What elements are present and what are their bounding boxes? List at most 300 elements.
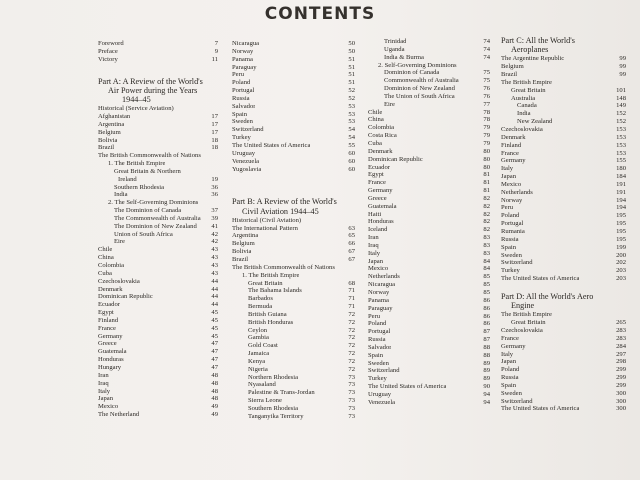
toc-entry xyxy=(232,248,355,256)
toc-entry-page: 42 xyxy=(211,238,218,246)
toc-entry xyxy=(232,40,355,48)
toc-entry xyxy=(98,137,218,145)
toc-entry-page: 80 xyxy=(483,147,490,155)
toc-entry-page: 17 xyxy=(211,120,218,128)
toc-entry-page: 54 xyxy=(348,126,355,134)
toc-entry xyxy=(501,335,626,343)
toc-entry-page: 153 xyxy=(616,149,626,157)
toc-entry-page: 73 xyxy=(348,389,355,397)
toc-entry-title: Italy xyxy=(501,350,514,358)
toc-entry-page: 43 xyxy=(211,246,218,254)
toc-entry-page: 191 xyxy=(616,188,626,196)
toc-entry-page: 72 xyxy=(348,342,355,350)
toc-entry xyxy=(501,311,626,319)
toc-entry-title: Poland xyxy=(501,212,520,220)
toc-entry-title: Switzerland xyxy=(368,367,400,375)
toc-entry-page: 72 xyxy=(348,318,355,326)
toc-entry xyxy=(368,69,490,77)
toc-entry-title: Spain xyxy=(232,110,248,118)
toc-entry-title: Foreword xyxy=(98,40,124,47)
toc-entry-page: 86 xyxy=(483,296,490,304)
toc-entry xyxy=(501,134,626,142)
toc-entry xyxy=(501,252,626,260)
toc-entry-page: 298 xyxy=(616,358,626,366)
toc-entry-title: Sweden xyxy=(501,389,522,397)
toc-entry xyxy=(98,325,218,333)
toc-entry xyxy=(501,220,626,228)
toc-entry-page: 50 xyxy=(348,40,355,47)
toc-entry-page: 99 xyxy=(619,71,626,79)
contents-column-3 xyxy=(368,38,490,407)
toc-entry-title: Turkey xyxy=(501,267,520,275)
toc-entry xyxy=(98,262,218,270)
toc-entry-page: 37 xyxy=(211,207,218,215)
toc-entry-page: 153 xyxy=(616,133,626,141)
toc-entry xyxy=(368,77,490,85)
toc-entry-title: Italy xyxy=(98,387,111,395)
toc-entry-title: Mexico xyxy=(368,265,389,273)
toc-entry xyxy=(98,395,218,403)
toc-entry xyxy=(98,168,218,176)
toc-entry-title: The International Pattern xyxy=(232,224,298,232)
toc-entry-title: Iran xyxy=(98,371,109,379)
toc-entry-page: 184 xyxy=(616,173,626,181)
toc-entry-title: Chile xyxy=(368,108,383,116)
toc-entry-title: Japan xyxy=(501,173,517,181)
toc-entry xyxy=(501,259,626,267)
toc-entry xyxy=(98,356,218,364)
toc-entry xyxy=(501,118,626,126)
toc-entry-page: 82 xyxy=(483,218,490,226)
toc-entry-page: 299 xyxy=(616,381,626,389)
toc-entry-title: British Guiana xyxy=(248,310,287,318)
toc-entry-page: 84 xyxy=(483,257,490,265)
toc-entry-title: Hungary xyxy=(98,363,122,371)
toc-entry-title: Victory xyxy=(98,55,118,63)
toc-entry xyxy=(232,264,355,272)
toc-entry-page: 284 xyxy=(616,342,626,350)
toc-entry-title: France xyxy=(98,324,116,332)
toc-entry-page xyxy=(623,311,626,319)
toc-entry-page: 36 xyxy=(211,191,218,199)
part-b-heading-line: Part B: A Review of the World's xyxy=(232,197,337,207)
toc-entry-title: Tanganyika Territory xyxy=(248,412,304,420)
part-c-heading xyxy=(501,36,626,54)
toc-entry-page: 60 xyxy=(348,157,355,165)
toc-entry-page: 76 xyxy=(483,85,490,93)
toc-entry-title: Brazil xyxy=(98,144,115,152)
toc-entry-title: Portugal xyxy=(368,328,391,336)
toc-entry xyxy=(232,280,355,288)
toc-entry-page: 73 xyxy=(348,397,355,405)
toc-entry xyxy=(368,195,490,203)
toc-entry-title: Uruguay xyxy=(368,390,392,398)
toc-entry-page: 72 xyxy=(348,326,355,334)
toc-entry-title: Uruguay xyxy=(232,149,256,157)
toc-entry-title: Denmark xyxy=(501,133,526,141)
toc-entry xyxy=(232,272,355,280)
toc-entry-page: 79 xyxy=(483,139,490,147)
toc-entry-title: Panama xyxy=(232,55,253,63)
toc-entry-title: Great Britain xyxy=(511,86,546,94)
toc-entry-page: 48 xyxy=(211,387,218,395)
toc-entry xyxy=(98,223,218,231)
toc-entry-page: 47 xyxy=(211,356,218,364)
toc-entry-page: 63 xyxy=(348,224,355,232)
toc-entry xyxy=(232,126,355,134)
toc-entry-title: Great Britain & Northern xyxy=(114,167,181,175)
toc-entry xyxy=(232,71,355,79)
toc-entry-title: Bermuda xyxy=(248,303,273,311)
toc-entry xyxy=(501,165,626,173)
toc-entry-title: Yugoslavia xyxy=(232,165,262,173)
toc-entry-title: Bolivia xyxy=(232,248,252,256)
toc-entry-page: 53 xyxy=(348,118,355,126)
toc-entry-page: 73 xyxy=(348,412,355,420)
toc-entry-page: 152 xyxy=(616,118,626,126)
toc-entry-title: Nigeria xyxy=(248,365,268,373)
toc-entry xyxy=(232,56,355,64)
toc-entry-page: 283 xyxy=(616,334,626,342)
toc-entry-title: Greece xyxy=(368,194,387,202)
toc-entry-title: India xyxy=(517,110,531,118)
toc-entry-page: 155 xyxy=(616,157,626,165)
toc-entry-title: Paraguay xyxy=(368,304,393,312)
toc-entry-title: Canada xyxy=(517,102,537,110)
toc-entry xyxy=(98,301,218,309)
toc-entry-page: 87 xyxy=(483,336,490,344)
toc-entry xyxy=(98,160,218,168)
toc-entry-page: 47 xyxy=(211,363,218,371)
toc-entry-page: 195 xyxy=(616,235,626,243)
toc-entry-page: 72 xyxy=(348,350,355,358)
toc-entry-title: China xyxy=(368,116,384,124)
toc-entry-title: Egypt xyxy=(368,171,384,179)
toc-entry-title: Argentina xyxy=(232,232,259,240)
toc-entry xyxy=(232,389,355,397)
toc-entry xyxy=(368,281,490,289)
toc-entry-title: Spain xyxy=(368,351,384,359)
toc-entry-page xyxy=(215,152,218,160)
toc-entry-page: 84 xyxy=(483,265,490,273)
toc-entry xyxy=(501,150,626,158)
toc-entry xyxy=(232,48,355,56)
toc-entry-page: 88 xyxy=(483,343,490,351)
toc-entry-title: Denmark xyxy=(368,147,393,155)
toc-entry-page: 50 xyxy=(348,47,355,55)
toc-entry xyxy=(98,129,218,137)
toc-entry xyxy=(232,334,355,342)
toc-entry xyxy=(368,297,490,305)
toc-entry-page: 89 xyxy=(483,367,490,375)
toc-entry xyxy=(98,152,218,160)
toc-entry-title: Colombia xyxy=(368,124,395,132)
part-a-heading-line: Part A: A Review of the World's xyxy=(98,76,203,86)
toc-entry-title: Costa Rica xyxy=(368,132,397,140)
toc-entry-page: 79 xyxy=(483,124,490,132)
toc-entry xyxy=(368,187,490,195)
toc-entry-title: Norway xyxy=(501,196,523,204)
toc-entry xyxy=(368,132,490,140)
toc-entry-page: 51 xyxy=(348,79,355,87)
toc-entry xyxy=(98,286,218,294)
toc-entry-title: The Bahama Islands xyxy=(248,287,302,295)
toc-entry-page: 99 xyxy=(619,63,626,71)
part-d-heading-line: Part D: All the World's Aero xyxy=(501,291,594,301)
toc-entry-title: Belgium xyxy=(501,63,524,71)
toc-entry xyxy=(232,87,355,95)
toc-entry-page: 7 xyxy=(214,40,218,47)
toc-entry-title: Germany xyxy=(98,332,123,340)
part-d-heading xyxy=(501,292,626,310)
toc-entry-page xyxy=(352,264,355,272)
toc-entry-page: 202 xyxy=(616,259,626,267)
toc-entry xyxy=(368,148,490,156)
toc-entry-page: 11 xyxy=(211,55,218,63)
toc-entry xyxy=(98,254,218,262)
toc-entry xyxy=(232,287,355,295)
toc-entry-title: Italy xyxy=(501,165,514,173)
toc-entry-page: 74 xyxy=(483,53,490,61)
toc-entry xyxy=(232,397,355,405)
toc-entry-page: 51 xyxy=(348,63,355,71)
toc-entry-page: 17 xyxy=(211,128,218,136)
toc-entry-title: Venezuela xyxy=(368,398,396,406)
toc-entry xyxy=(98,293,218,301)
toc-entry xyxy=(501,157,626,165)
toc-entry xyxy=(232,405,355,413)
toc-entry-page: 86 xyxy=(483,312,490,320)
toc-entry-page: 41 xyxy=(211,222,218,230)
toc-entry-page: 87 xyxy=(483,328,490,336)
toc-entry xyxy=(368,226,490,234)
toc-entry-page: 44 xyxy=(211,277,218,285)
toc-entry-title: Norway xyxy=(368,289,390,296)
toc-entry-title: India xyxy=(114,191,128,199)
toc-entry-title: Ecuador xyxy=(368,163,390,171)
toc-entry-title: Venezuela xyxy=(232,157,260,165)
toc-entry xyxy=(98,278,218,286)
toc-entry xyxy=(98,238,218,246)
toc-entry xyxy=(368,62,490,70)
toc-entry-title: British Honduras xyxy=(248,318,294,326)
toc-entry-page: 49 xyxy=(211,403,218,411)
toc-entry-title: France xyxy=(501,149,519,157)
toc-entry-title: France xyxy=(501,334,519,342)
toc-entry-page: 9 xyxy=(214,47,218,55)
toc-entry-title: Peru xyxy=(232,71,245,79)
toc-entry-page: 44 xyxy=(211,301,218,309)
toc-entry-title: Mexico xyxy=(98,403,119,411)
toc-entry-title: Peru xyxy=(501,204,514,212)
toc-entry-title: Great Britain xyxy=(248,279,283,287)
toc-entry-title: Sweden xyxy=(501,251,522,259)
toc-entry-title: Honduras xyxy=(368,218,394,226)
toc-entry-page: 51 xyxy=(348,71,355,79)
part-a-heading xyxy=(98,77,218,105)
toc-entry-title: Czechoslovakia xyxy=(501,326,543,334)
part-b-heading xyxy=(232,197,355,215)
toc-entry-title: The British Commonwealth of Nations xyxy=(232,263,335,271)
toc-entry-title: Salvador xyxy=(368,343,392,351)
toc-entry xyxy=(232,158,355,166)
toc-entry-page: 52 xyxy=(348,87,355,95)
toc-entry xyxy=(501,351,626,359)
toc-entry xyxy=(368,203,490,211)
toc-entry-title: China xyxy=(98,254,114,262)
toc-entry xyxy=(232,413,355,421)
toc-entry xyxy=(501,79,626,87)
toc-entry-title: Germany xyxy=(368,187,393,195)
toc-entry-title: The British Commonwealth of Nations xyxy=(98,152,201,160)
toc-entry-page: 299 xyxy=(616,366,626,374)
toc-entry xyxy=(368,383,490,391)
toc-entry xyxy=(368,305,490,313)
toc-entry-title: Norway xyxy=(232,47,254,55)
toc-entry-page: 83 xyxy=(483,234,490,242)
toc-entry-title: Nicaragua xyxy=(232,40,260,47)
toc-entry-page: 99 xyxy=(619,55,626,63)
toc-entry xyxy=(501,110,626,118)
toc-entry-title: Eire xyxy=(114,238,125,246)
toc-entry-title: Netherlands xyxy=(501,188,533,196)
toc-entry-page: 45 xyxy=(211,309,218,317)
toc-entry-title: India & Burma xyxy=(384,53,424,61)
toc-entry-page: 48 xyxy=(211,371,218,379)
toc-entry-title: Belgium xyxy=(232,240,255,248)
toc-entry-title: Afghanistan xyxy=(98,112,131,120)
toc-entry-page: 72 xyxy=(348,365,355,373)
toc-entry xyxy=(98,317,218,325)
toc-entry-page: 297 xyxy=(616,350,626,358)
toc-entry-page: 86 xyxy=(483,320,490,328)
toc-entry-title: The Netherland xyxy=(98,411,140,419)
toc-entry-title: Egypt xyxy=(98,309,114,317)
toc-entry-title: France xyxy=(368,179,386,187)
toc-entry-page: 66 xyxy=(348,240,355,248)
toc-entry-title: Greece xyxy=(98,340,117,348)
toc-entry-page: 195 xyxy=(616,227,626,235)
toc-entry xyxy=(98,199,218,207)
toc-entry-page: 94 xyxy=(483,398,490,406)
toc-entry xyxy=(232,319,355,327)
toc-entry-page: 78 xyxy=(483,108,490,116)
toc-entry-title: Denmark xyxy=(98,285,123,293)
toc-entry-title: Commonwealth of Australia xyxy=(384,77,459,85)
toc-entry-page: 81 xyxy=(483,187,490,195)
toc-entry-page xyxy=(623,79,626,87)
toc-entry-page: 53 xyxy=(348,110,355,118)
toc-entry xyxy=(501,55,626,63)
toc-entry xyxy=(368,391,490,399)
toc-entry-page: 80 xyxy=(483,155,490,163)
toc-entry xyxy=(501,71,626,79)
toc-entry-title: The Union of South Africa xyxy=(384,92,455,100)
toc-entry xyxy=(232,295,355,303)
toc-entry-page: 49 xyxy=(211,411,218,419)
toc-entry xyxy=(501,197,626,205)
toc-entry xyxy=(232,118,355,126)
toc-entry xyxy=(232,374,355,382)
toc-entry-page: 44 xyxy=(211,293,218,301)
toc-entry xyxy=(368,156,490,164)
toc-entry-page: 200 xyxy=(616,251,626,259)
toc-entry-title: Ceylon xyxy=(248,326,268,334)
toc-entry-page: 54 xyxy=(348,134,355,142)
part-b-entries-cont xyxy=(368,38,490,407)
part-a-heading-line: 1944–45 xyxy=(122,94,151,104)
toc-entry xyxy=(501,358,626,366)
toc-entry-page: 300 xyxy=(616,405,626,413)
toc-entry xyxy=(501,212,626,220)
toc-entry xyxy=(98,191,218,199)
toc-entry-page: 67 xyxy=(348,248,355,256)
toc-entry xyxy=(232,150,355,158)
toc-entry-title: Union of South Africa xyxy=(114,230,173,238)
toc-entry-title: Czechoslovakia xyxy=(501,126,543,133)
toc-entry-page: 300 xyxy=(616,389,626,397)
toc-entry-page xyxy=(215,168,218,176)
toc-entry-page: 67 xyxy=(348,255,355,263)
toc-entry-page: 89 xyxy=(483,359,490,367)
toc-entry xyxy=(232,358,355,366)
toc-entry xyxy=(501,374,626,382)
toc-entry-page: 82 xyxy=(483,194,490,202)
toc-entry xyxy=(501,398,626,406)
part-d-entries xyxy=(501,311,626,413)
toc-entry-title: Germany xyxy=(501,342,526,350)
toc-entry xyxy=(368,116,490,124)
toc-entry xyxy=(368,211,490,219)
toc-entry-page: 194 xyxy=(616,196,626,204)
toc-entry-title: Poland xyxy=(501,366,520,374)
toc-entry-page: 72 xyxy=(348,310,355,318)
toc-entry xyxy=(98,56,218,64)
toc-entry-title: Paraguay xyxy=(232,63,257,71)
toc-entry-page: 60 xyxy=(348,165,355,173)
toc-entry xyxy=(368,218,490,226)
toc-entry-title: Panama xyxy=(368,296,389,304)
toc-entry xyxy=(232,111,355,119)
toc-entry xyxy=(98,309,218,317)
toc-entry xyxy=(98,40,218,48)
toc-entry-title: Sweden xyxy=(368,359,389,367)
toc-entry-page: 265 xyxy=(616,319,626,327)
toc-entry-title: Finland xyxy=(501,141,522,149)
toc-entry-title: 1. The British Empire xyxy=(242,271,300,279)
toc-entry-title: Spain xyxy=(501,243,517,251)
toc-entry-page: 86 xyxy=(483,304,490,312)
toc-entry-page: 149 xyxy=(616,102,626,110)
toc-entry xyxy=(501,366,626,374)
toc-entry-page: 85 xyxy=(483,281,490,289)
toc-entry-page: 83 xyxy=(483,241,490,249)
toc-entry-title: Sweden xyxy=(232,118,253,126)
contents-column-4 xyxy=(501,36,626,413)
toc-entry xyxy=(232,381,355,389)
toc-entry xyxy=(98,246,218,254)
toc-entry-title: Trinidad xyxy=(384,38,407,45)
toc-entry xyxy=(501,228,626,236)
toc-entry-title: Switzerland xyxy=(501,397,533,405)
toc-entry-title: Finland xyxy=(98,316,119,324)
toc-entry-page: 47 xyxy=(211,348,218,356)
toc-entry-page: 71 xyxy=(348,295,355,303)
toc-entry-title: Peru xyxy=(368,312,381,320)
toc-entry-title: Barbados xyxy=(248,295,273,303)
toc-entry-page: 51 xyxy=(348,55,355,63)
toc-entry-page: 74 xyxy=(483,38,490,45)
